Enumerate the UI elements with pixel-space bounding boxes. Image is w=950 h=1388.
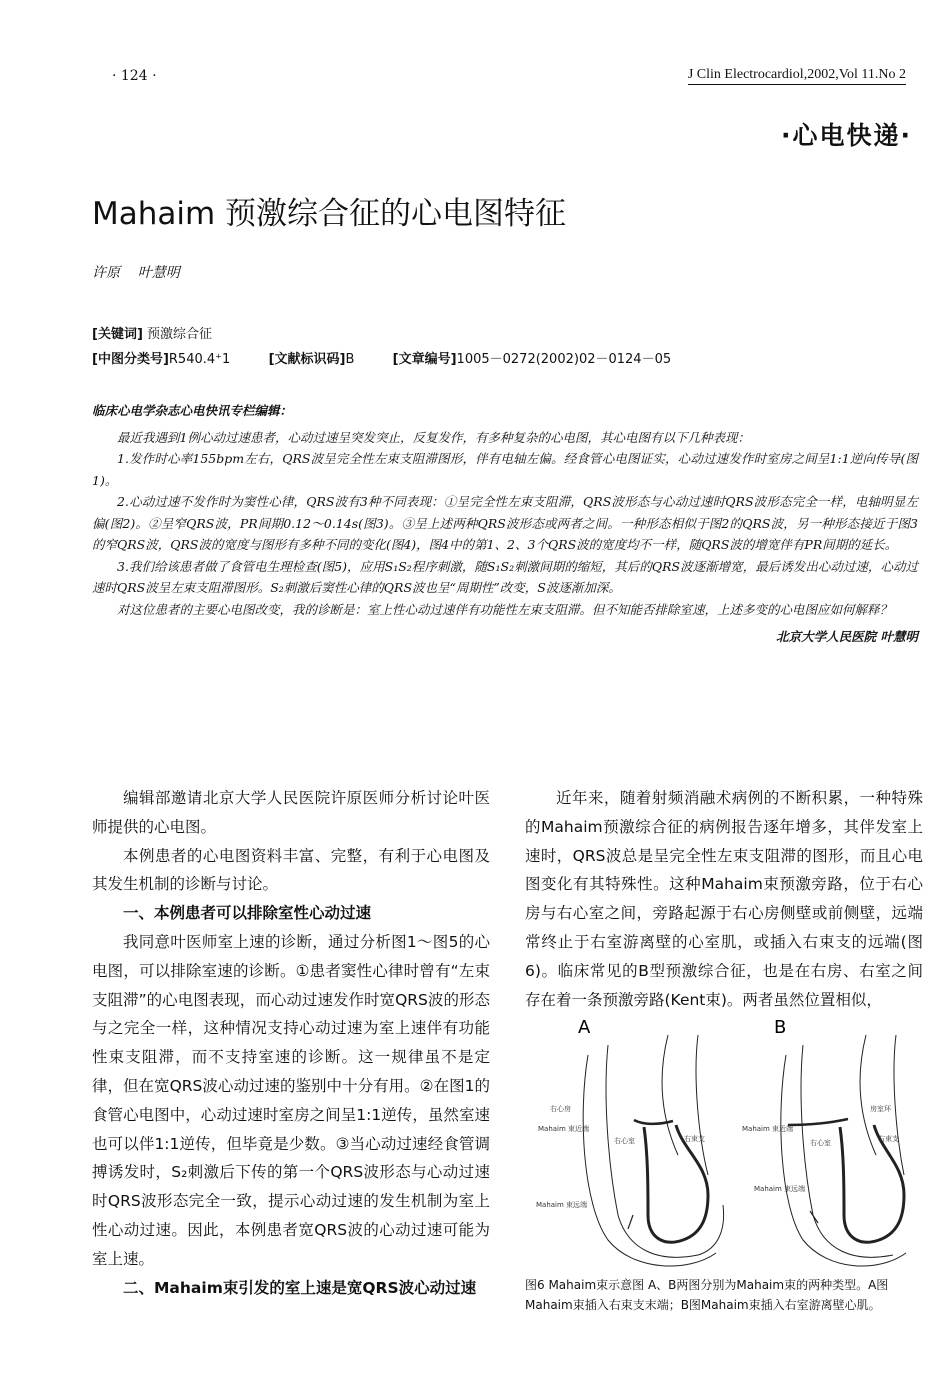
case-paragraph: 3.我们给该患者做了食管电生理检查(图5)，应用S₁S₂程序刺激，随S₁S₂刺激间期的缩短，其后的QRS波逐渐增宽，最后诱发出心动过速，心动过速时QRS波呈左束支阻滞图形。S₂刺激后窦性心律的QRS波也呈“周期性”改变，S波逐渐加深。 <box>92 558 918 595</box>
doc-code-value: B <box>345 352 355 367</box>
page-number: · 124 · <box>112 68 157 84</box>
figure-6-caption: 图6 Mahaim束示意图 A、B两图分别为Mahaim束的两种类型。A图Mahaim束插入右束支末端；B图Mahaim束插入右室游离壁心肌。 <box>525 1278 889 1312</box>
b-label-mahaim-distal: Mahaim 束远端 <box>754 1185 806 1193</box>
body-paragraph: 本例患者的心电图资料丰富、完整，有利于心电图及其发生机制的诊断与讨论。 <box>92 846 490 894</box>
case-signature: 北京大学人民医院 叶慧明 <box>776 629 918 644</box>
keywords-line <box>92 323 212 342</box>
keywords-label: [关键词] <box>92 327 143 342</box>
b-label-rbb: 右束支 <box>878 1135 899 1143</box>
class-label: [中图分类号] <box>92 352 169 367</box>
case-paragraph: 最近我遇到1例心动过速患者，心动过速呈突发突止，反复发作，有多种复杂的心电图，其心电图有以下几种表现： <box>117 429 750 445</box>
article-number-value: 1005－0272(2002)02－0124－05 <box>456 352 672 367</box>
classification-line <box>92 348 671 367</box>
class-value: R540.4⁺1 <box>168 352 231 367</box>
case-paragraph: 对这位患者的主要心电图改变，我的诊断是：室上性心动过速伴有功能性左束支阻滞。但不知能否排除室速，上述多变的心电图应如何解释？ <box>117 601 893 617</box>
a-label-mahaim: Mahaim 束近端 <box>538 1125 590 1133</box>
a-label-atrium: 右心房 <box>550 1105 571 1113</box>
a-label-rbb: 右束支 <box>684 1135 705 1143</box>
case-paragraph: 1.发作时心率155bpm左右，QRS波呈完全性左束支阻滞图形，伴有电轴左偏。经食管心电图证实，心动过速发作时室房之间呈1:1逆向传导(图1)。 <box>92 451 918 488</box>
article-number-label: [文章编号] <box>392 352 457 367</box>
section-heading: 二、Mahaim束引发的室上速是宽QRS波心动过速 <box>123 1278 477 1297</box>
a-label-mahaim-distal: Mahaim 束远端 <box>536 1201 588 1209</box>
case-letter <box>92 400 918 648</box>
case-paragraph: 2.心动过速不发作时为窦性心律，QRS波有3种不同表现：①呈完全性左束支阻滞，QRS波形态与心动过速时QRS波形态完全一样，电轴明显左偏(图2)。②呈窄QRS波，PR间期0.12～0.14s(图3)。③呈上述两种QRS波形态或两者之间。一种形态相似于图2的QRS波，另一种形态接近于图3的窄QRS波，QRS波的宽度与图形有多种不同的变化(图4)，图4中的第1、2、3个QRS波的宽度均不一样，随QRS波的增宽伴有PR间期的延长。 <box>92 494 918 552</box>
b-label-atrium: 房室环 <box>870 1105 891 1113</box>
section-title: ·心电快递· <box>781 121 912 150</box>
b-label-mahaim: Mahaim 束近端 <box>742 1125 794 1133</box>
right-column <box>525 784 923 1014</box>
left-column <box>92 784 490 1302</box>
section-heading: 一、本例患者可以排除室性心动过速 <box>123 904 372 923</box>
keywords-value: 预激综合征 <box>147 327 213 342</box>
panel-b-heart <box>781 1035 906 1266</box>
panel-a-heart <box>583 1035 723 1266</box>
doc-code-label: [文献标识码] <box>268 352 346 367</box>
journal-citation: J Clin Electrocardiol,2002,Vol 11.No 2 <box>688 67 906 85</box>
figure-label-a: A <box>578 1017 591 1038</box>
body-paragraph: 编辑部邀请北京大学人民医院许原医师分析讨论叶医师提供的心电图。 <box>92 789 490 836</box>
authors: 许原 叶慧明 <box>92 265 180 281</box>
case-letter-lead: 临床心电学杂志心电快讯专栏编辑： <box>92 403 293 418</box>
figure-label-b: B <box>774 1017 787 1038</box>
body-paragraph: 我同意叶医师室上速的诊断，通过分析图1～图5的心电图，可以排除室速的诊断。①患者窦性心律时曾有“左束支阻滞”的心电图表现，而心动过速发作时宽QRS波的形态与之完全一样，这种情况支持心动过速为室上速伴有功能性束支阻滞，而不支持室速的诊断。这一规律虽不是定律，但在宽QRS波心动过速的鉴别中十分有用。②在图1的食管心电图中，心动过速时室房之间呈1:1逆传，虽然室速也可以伴1:1逆传，但毕竟是少数。③当心动过速经食管调搏诱发时，S₂刺激后下传的第一个QRS波形态与心动过速时QRS波形态完全一致，提示心动过速的发生机制为室上性心动过速。因此，本例患者宽QRS波的心动过速可能为室上速。 <box>92 932 490 1268</box>
article-title: Mahaim 预激综合征的心电图特征 <box>92 196 567 232</box>
figure-6-diagram <box>536 1015 908 1271</box>
b-label-rv: 右心室 <box>810 1139 831 1147</box>
a-label-rv: 右心室 <box>614 1137 635 1145</box>
body-paragraph: 近年来，随着射频消融术病例的不断积累，一种特殊的Mahaim预激综合征的病例报告逐年增多，其伴发室上速时，QRS波总是呈完全性左束支阻滞的图形，而且心电图变化有其特殊性。这种Mahaim束预激旁路，位于右心房与右心室之间，旁路起源于右心房侧壁或前侧壁，远端常终止于右室游离壁的心室肌，或插入右束支的远端(图6)。临床常见的B型预激综合征，也是在右房、右室之间存在着一条预激旁路(Kent束)。两者虽然位置相似， <box>525 789 923 1009</box>
